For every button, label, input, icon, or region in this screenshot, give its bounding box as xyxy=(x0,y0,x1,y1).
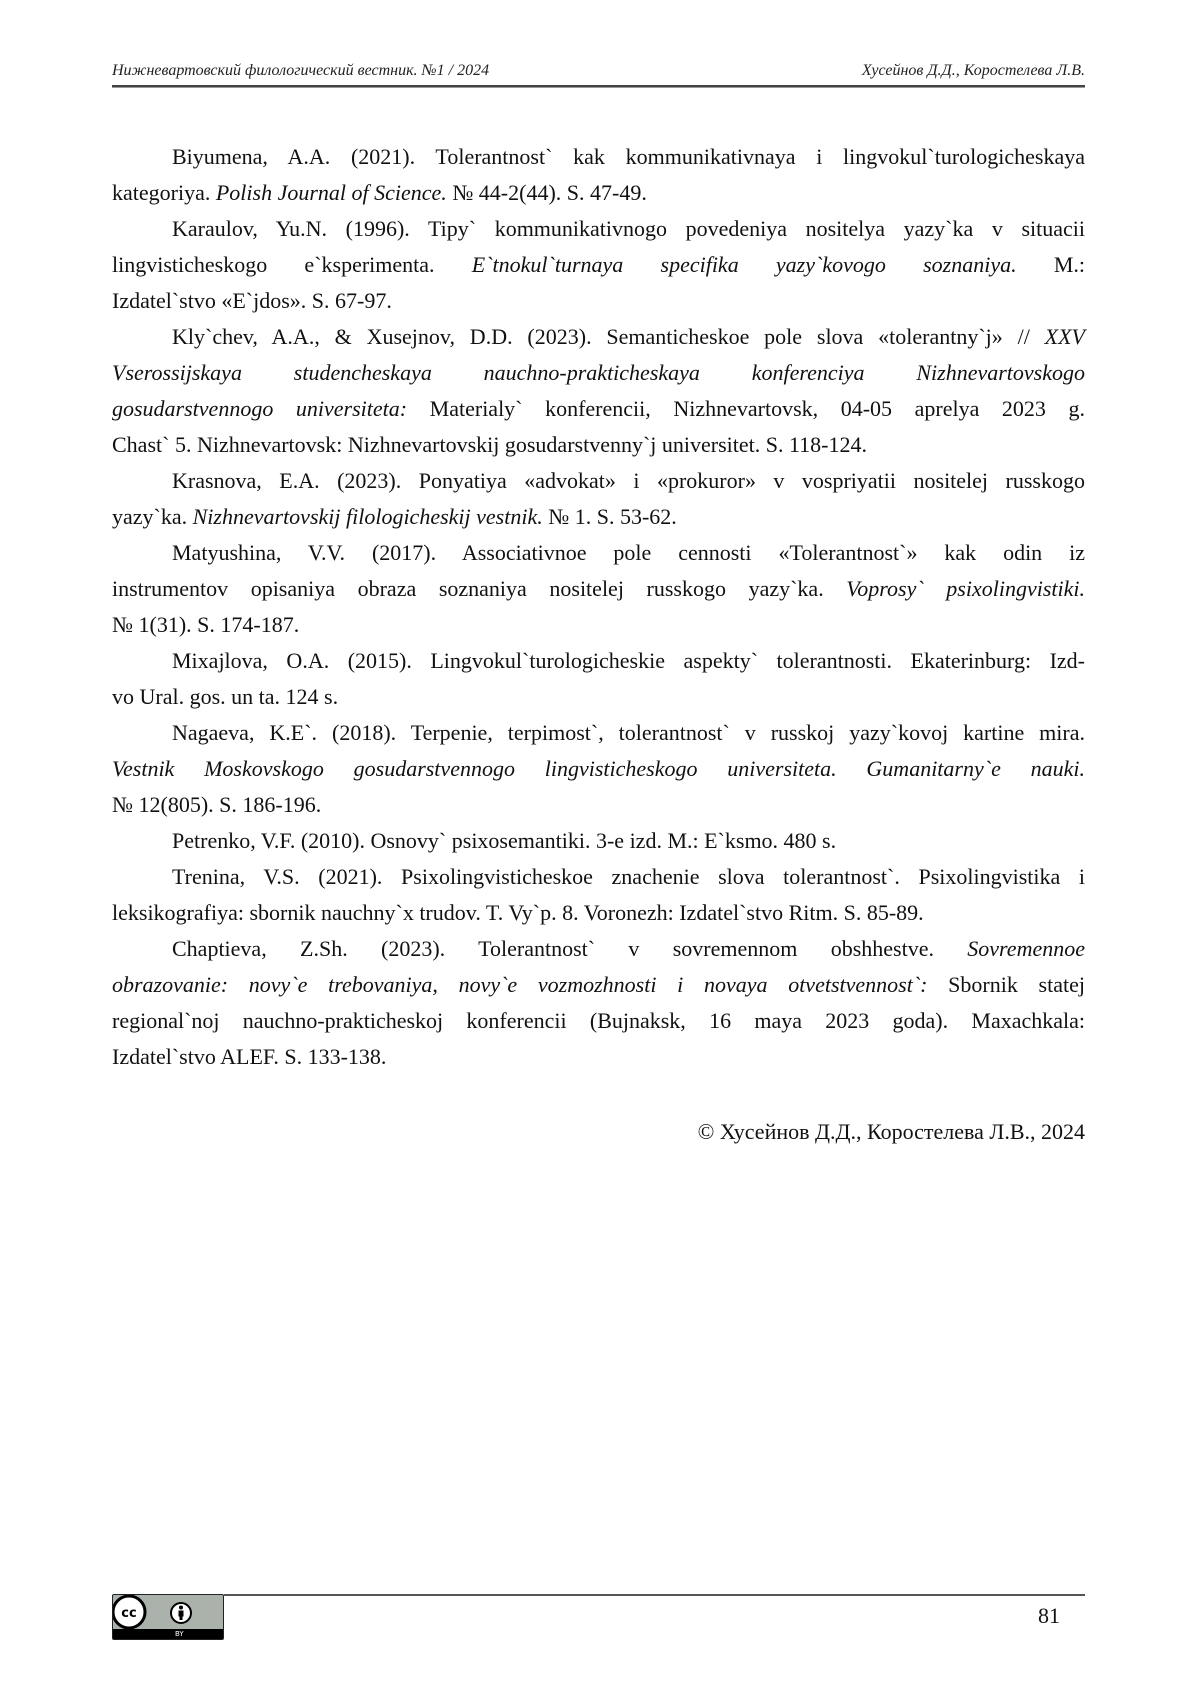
reference-text: yazy`ka. xyxy=(112,504,193,529)
page-number: 81 xyxy=(1038,1603,1060,1629)
reference-text: Matyushina, V.V. (2017). Associativnoe pole cennosti «Tolerantnost`» kak odin iz xyxy=(172,540,1085,565)
reference-source-italic: XXV xyxy=(1045,324,1085,349)
reference-entry xyxy=(112,715,1085,823)
reference-text: Mixajlova, O.A. (2015). Lingvokul`turologicheskie aspekty` tolerantnosti. Ekaterinburg: Izd- xyxy=(172,648,1085,673)
reference-source-italic: E`tnokul`turnaya specifika yazy`kovogo soznaniya. xyxy=(472,252,1017,277)
reference-line xyxy=(112,1039,1085,1075)
reference-text: lingvisticheskogo e`ksperimenta. xyxy=(112,252,472,277)
svg-text:cc: cc xyxy=(121,1606,136,1621)
reference-text: Sbornik statej xyxy=(927,972,1085,997)
reference-source-italic: Voprosy` psixolingvistiki. xyxy=(846,576,1085,601)
reference-entry xyxy=(112,463,1085,535)
reference-line xyxy=(112,823,1085,859)
reference-text: Trenina, V.S. (2021). Psixolingvisticheskoe znachenie slova tolerantnost`. Psixolingvistika i xyxy=(172,864,1085,889)
reference-line xyxy=(112,931,1085,967)
header-divider xyxy=(112,85,1085,88)
reference-text: Petrenko, V.F. (2010). Osnovy` psixosemantiki. 3-e izd. M.: E`ksmo. 480 s. xyxy=(172,828,836,853)
cc-by-license-badge[interactable] xyxy=(112,1594,224,1640)
reference-source-italic: obrazovanie: novy`e trebovaniya, novy`e vozmozhnosti i novaya otvetstvennost`: xyxy=(112,972,927,997)
by-strip xyxy=(113,1629,223,1639)
reference-entry xyxy=(112,823,1085,859)
copyright-notice: © Хусейнов Д.Д., Коростелева Л.В., 2024 xyxy=(698,1114,1085,1150)
reference-line xyxy=(112,643,1085,679)
reference-text: Materialy` konferencii, Nizhnevartovsk, 04-05 aprelya 2023 g. xyxy=(407,396,1085,421)
reference-line xyxy=(112,247,1085,283)
reference-entry xyxy=(112,535,1085,643)
reference-source-italic: Vestnik Moskovskogo gosudarstvennogo lingvisticheskogo universiteta. Gumanitarny`e nauki. xyxy=(112,756,1085,781)
reference-line xyxy=(112,607,1085,643)
reference-line xyxy=(112,967,1085,1003)
reference-entry xyxy=(112,643,1085,715)
reference-line xyxy=(112,355,1085,391)
reference-text: Izdatel`stvo ALEF. S. 133-138. xyxy=(112,1044,386,1069)
reference-text: № 1(31). S. 174-187. xyxy=(112,612,299,637)
running-header xyxy=(112,60,1085,86)
reference-text: Kly`chev, A.A., & Xusejnov, D.D. (2023). Semanticheskoe pole slova «tolerantny`j» // xyxy=(172,324,1045,349)
reference-text: vo Ural. gos. un ta. 124 s. xyxy=(112,684,338,709)
reference-text: M.: xyxy=(1017,252,1085,277)
reference-text: Chast` 5. Nizhnevartovsk: Nizhnevartovskij gosudarstvenny`j universitet. S. 118-124. xyxy=(112,432,867,457)
reference-entry xyxy=(112,319,1085,463)
reference-text: Izdatel`stvo «E`jdos». S. 67-97. xyxy=(112,288,392,313)
reference-line xyxy=(112,175,1085,211)
reference-line xyxy=(112,1003,1085,1039)
reference-source-italic: Sovremennoe xyxy=(967,936,1085,961)
reference-line xyxy=(112,535,1085,571)
reference-line xyxy=(112,895,1085,931)
reference-line xyxy=(112,751,1085,787)
attribution-person-icon xyxy=(169,1601,193,1625)
footer-divider xyxy=(224,1594,1085,1596)
reference-line xyxy=(112,139,1085,175)
reference-text: regional`noj nauchno-prakticheskoj konferencii (Bujnaksk, 16 maya 2023 goda). Maxachkala: xyxy=(112,1008,1085,1033)
reference-line xyxy=(112,391,1085,427)
reference-line xyxy=(112,679,1085,715)
reference-text: Krasnova, E.A. (2023). Ponyatiya «advokat» i «prokuror» v vospriyatii nositelej russkogo xyxy=(172,468,1085,493)
reference-line xyxy=(112,211,1085,247)
reference-line xyxy=(112,463,1085,499)
reference-list xyxy=(112,139,1085,1075)
reference-line xyxy=(112,715,1085,751)
reference-line xyxy=(112,859,1085,895)
reference-line xyxy=(112,499,1085,535)
reference-line xyxy=(112,427,1085,463)
reference-text: № 12(805). S. 186-196. xyxy=(112,792,321,817)
reference-entry xyxy=(112,931,1085,1075)
reference-text: Biyumena, A.A. (2021). Tolerantnost` kak kommunikativnaya i lingvokul`turologicheskaya xyxy=(172,144,1085,169)
reference-text: Chaptieva, Z.Sh. (2023). Tolerantnost` v sovremennom obshhestve. xyxy=(172,936,967,961)
reference-entry xyxy=(112,859,1085,931)
reference-text: instrumentov opisaniya obraza soznaniya nositelej russkogo yazy`ka. xyxy=(112,576,846,601)
by-label: BY xyxy=(175,1629,184,1639)
reference-text: kategoriya. xyxy=(112,180,216,205)
reference-entry xyxy=(112,139,1085,211)
article-authors: Хусейнов Д.Д., Коростелева Л.В. xyxy=(862,62,1085,80)
reference-line xyxy=(112,787,1085,823)
reference-source-italic: gosudarstvennogo universiteta: xyxy=(112,396,407,421)
reference-entry xyxy=(112,211,1085,319)
reference-source-italic: Vserossijskaya studencheskaya nauchno-prakticheskaya konferenciya Nizhnevartovskogo xyxy=(112,360,1085,385)
cc-icon xyxy=(112,1594,149,1632)
reference-text: № 44-2(44). S. 47-49. xyxy=(447,180,647,205)
reference-line xyxy=(112,571,1085,607)
reference-text: leksikografiya: sbornik nauchny`x trudov. T. Vy`p. 8. Voronezh: Izdatel`stvo Ritm. S. 85-89. xyxy=(112,900,924,925)
reference-text: Karaulov, Yu.N. (1996). Tipy` kommunikativnogo povedeniya nositelya yazy`ka v situacii xyxy=(172,216,1085,241)
reference-text: Nagaeva, K.E`. (2018). Terpenie, terpimost`, tolerantnost` v russkoj yazy`kovoj kartine mira. xyxy=(172,720,1085,745)
reference-line xyxy=(112,319,1085,355)
reference-source-italic: Polish Journal of Science. xyxy=(216,180,447,205)
reference-source-italic: Nizhnevartovskij filologicheskij vestnik. xyxy=(193,504,543,529)
journal-title: Нижневартовский филологический вестник. №1 / 2024 xyxy=(112,62,489,80)
reference-text: № 1. S. 53-62. xyxy=(543,504,677,529)
reference-line xyxy=(112,283,1085,319)
